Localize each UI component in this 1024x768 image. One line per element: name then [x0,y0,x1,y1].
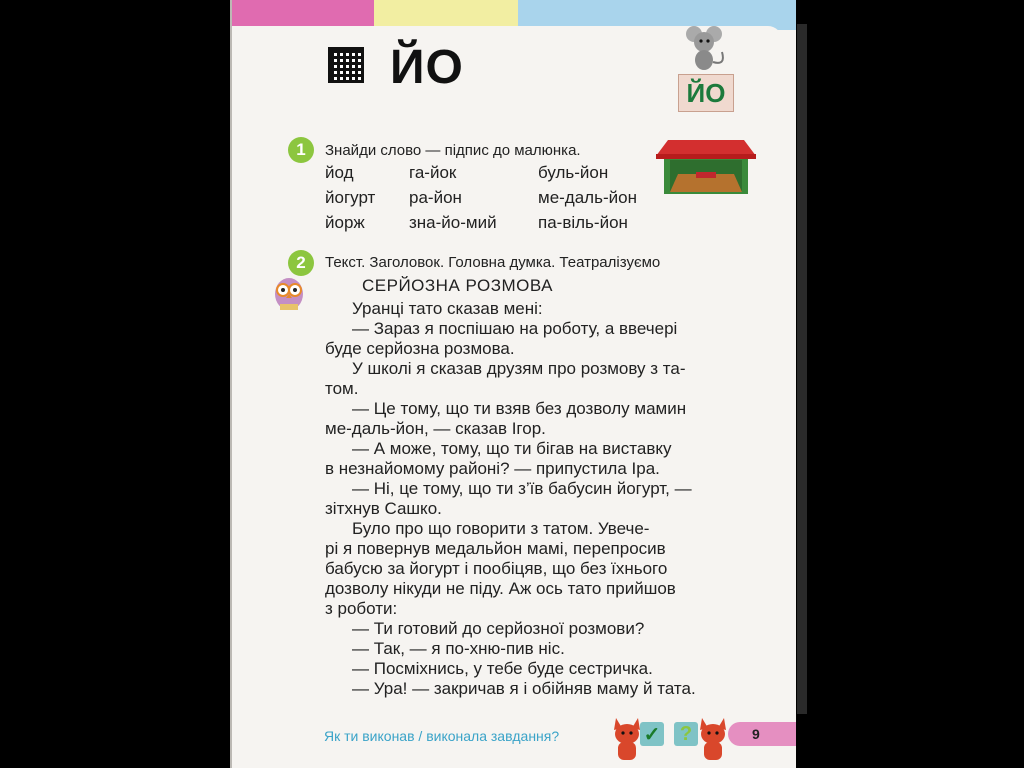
story-line: буде серйозна розмова. [325,339,515,358]
story-line: том. [325,379,359,398]
story-line: Уранці тато сказав мені: [352,299,543,318]
bookmark-ribbon [797,24,807,714]
word: буль-йон [538,163,609,182]
question-mark-icon[interactable]: ? [674,722,698,746]
pavilion-icon [656,138,756,196]
story-line: бабусю за йогурт і пообіцяв, що без їхнього [325,559,668,578]
word: га-йок [409,163,457,182]
qr-code-icon[interactable] [328,47,364,83]
textbook-page [232,0,796,768]
cat-icon [698,712,728,762]
page-title: ЙО [390,41,464,94]
owl-icon [272,270,306,312]
word: йорж [325,213,365,232]
story-text [325,299,745,699]
story-line: Було про що говорити з татом. Увече- [352,519,650,538]
word: ра-йон [409,188,462,207]
story-line: — Посміхнись, у тебе буде сестричка. [352,659,653,678]
story-line: ме-даль-йон, — сказав Ігор. [325,419,546,438]
self-check-question: Як ти виконав / виконала завдання? [324,728,560,744]
story-line: — Це тому, що ти взяв без дозволу мамин [352,399,687,418]
task2-number: 2 [288,250,314,276]
mouse-icon [682,22,730,72]
task2-instruction: Текст. Заголовок. Головна думка. Театралізуємо [325,254,661,271]
story-line: — Ура! — закричав я і обійняв маму й тата. [352,679,696,698]
story-line: дозволу нікуди не піду. Аж ось тато прийшов [325,579,676,598]
story-line: рі я повернув медальйон мамі, перепросив [325,539,666,558]
story-title: СЕРЙОЗНА РОЗМОВА [362,276,553,295]
word: ме-даль-йон [538,188,637,207]
story-line: — Так, — я по-хню-пив ніс. [352,639,565,658]
word: йод [325,163,354,182]
story-line: зітхнув Сашко. [325,499,442,518]
story-line: в незнайомому районі? — припустила Іра. [325,459,660,478]
cat-icon [612,712,642,762]
word: па-віль-йон [538,213,628,232]
story-line: У школі я сказав друзям про розмову з та- [352,359,686,378]
story-line: з роботи: [325,599,398,618]
task1-instruction: Знайди слово — підпис до малюнка. [325,142,581,159]
story-line: — Ні, це тому, що ти з’їв бабусин йогурт, — [352,479,692,498]
story-line: — Зараз я поспішаю на роботу, а ввечері [352,319,678,338]
story-line: — А може, тому, що ти бігав на виставку [352,439,672,458]
page-number-bar [728,722,796,746]
word: зна-йо-мий [409,213,497,232]
word: йогурт [325,188,376,207]
story-line: — Ти готовий до серйозної розмови? [352,619,645,638]
syllable-badge: ЙО [678,74,734,112]
task1-number: 1 [288,137,314,163]
check-mark-icon[interactable]: ✓ [640,722,664,746]
task1-word-table [325,163,645,239]
page-number: 9 [752,726,760,742]
